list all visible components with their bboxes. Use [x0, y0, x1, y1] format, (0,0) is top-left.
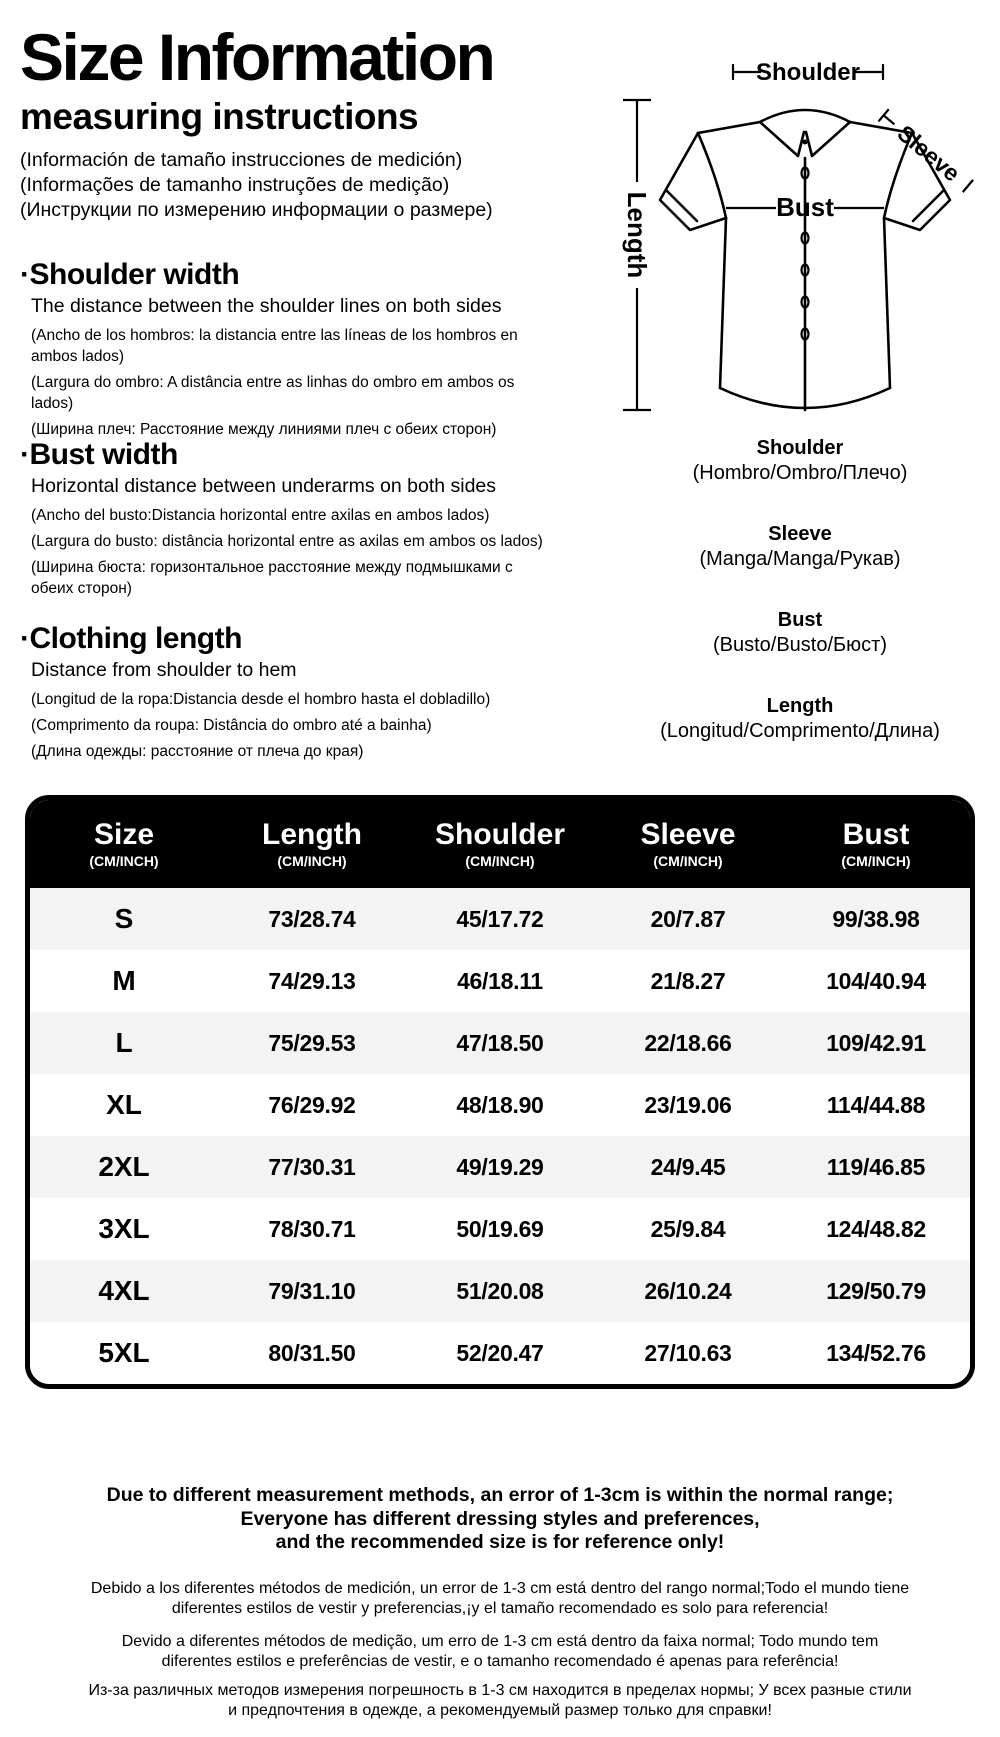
column-header-label: Sleeve [640, 817, 736, 851]
section-title [20, 622, 552, 657]
shirt-measurement-diagram [548, 30, 1000, 415]
section-description: Distance from shoulder to hem [31, 658, 297, 681]
subtitle-translation-ru: (Инструкции по измерению информации о размере) [20, 199, 493, 222]
length-measure-label: Length [622, 191, 652, 279]
cell-shoulder: 50/19.69 [456, 1215, 544, 1242]
cell-bust: 99/38.98 [832, 905, 920, 932]
cell-shoulder: 47/18.50 [456, 1029, 544, 1056]
table-row [30, 950, 970, 1012]
size-table-header [30, 800, 970, 888]
table-row [30, 1198, 970, 1260]
cell-shoulder: 46/18.11 [457, 967, 543, 994]
legend-translation: (Busto/Busto/Бюст) [712, 634, 887, 656]
cell-sleeve: 22/18.66 [644, 1029, 732, 1056]
column-header-length [218, 819, 406, 870]
column-header-label: Length [262, 817, 362, 851]
cell-size: S [114, 903, 134, 934]
table-row [30, 1322, 970, 1384]
legend-translation: (Manga/Manga/Рукав) [699, 548, 901, 570]
diagram-legend [600, 436, 1000, 780]
cell-sleeve: 20/7.87 [650, 905, 726, 932]
cell-shoulder: 45/17.72 [456, 905, 544, 932]
cell-bust: 134/52.76 [826, 1339, 926, 1366]
section-shoulder-width [20, 258, 552, 445]
page-title: Size Information [20, 20, 494, 94]
disclaimer-es-line2: diferentes estilos de vestir y preferencias,¡y el tamaño recomendado es solo para referencia! [171, 1599, 829, 1617]
page-subtitle: measuring instructions [20, 96, 419, 138]
cell-bust: 129/50.79 [826, 1277, 926, 1304]
cell-sleeve: 27/10.63 [644, 1339, 732, 1366]
cell-bust: 114/44.88 [826, 1091, 926, 1118]
section-translation-es: (Ancho de los hombros: la distancia entre las líneas de los hombros en ambos lados) [31, 326, 518, 365]
cell-bust: 104/40.94 [826, 967, 926, 994]
legend-term: Sleeve [768, 523, 832, 545]
cell-shoulder: 49/19.29 [456, 1153, 544, 1180]
cell-size: L [115, 1027, 133, 1058]
section-translation-ru: (Ширина плеч: Расстояние между линиями плеч с обеих сторон) [31, 420, 497, 438]
disclaimer-en-line1: Due to different measurement methods, an error of 1-3cm is within the normal range; [106, 1484, 894, 1506]
column-header-label: Bust [842, 817, 910, 851]
section-bust-width [20, 438, 552, 604]
legend-translation: (Longitud/Comprimento/Длина) [660, 720, 940, 742]
cell-bust: 119/46.85 [826, 1153, 926, 1180]
cell-sleeve: 25/9.84 [650, 1215, 726, 1242]
size-table [25, 795, 975, 1389]
cell-size: XL [106, 1089, 142, 1120]
column-header-size [30, 819, 218, 870]
cell-length: 79/31.10 [268, 1277, 356, 1304]
table-row [30, 1012, 970, 1074]
section-title [20, 438, 552, 473]
section-description: The distance between the shoulder lines on both sides [31, 294, 502, 317]
column-unit-note: (CM/INCH) [653, 853, 723, 870]
bullet: · [20, 438, 30, 471]
size-table-body [30, 888, 970, 1384]
legend-item-shoulder [600, 436, 1000, 486]
sleeve-measure [875, 105, 976, 196]
bust-measure [726, 192, 884, 222]
disclaimer-pt-line2: diferentes estilos e preferências de vestir, e o tamanho recomendado é apenas para referência! [161, 1652, 839, 1670]
cell-size: 5XL [98, 1337, 150, 1368]
section-translation-es: (Longitud de la ropa:Distancia desde el hombro hasta el dobladillo) [31, 690, 491, 708]
length-measure [622, 100, 652, 410]
cell-length: 76/29.92 [268, 1091, 356, 1118]
shoulder-measure [733, 59, 883, 86]
legend-item-sleeve [600, 522, 1000, 572]
section-title-text: Bust width [29, 438, 178, 471]
cell-length: 77/30.31 [268, 1153, 356, 1180]
cell-length: 75/29.53 [268, 1029, 356, 1056]
bullet: · [20, 622, 30, 655]
section-translation-pt: (Comprimento da roupa: Distância do ombro até a bainha) [31, 716, 432, 734]
cell-sleeve: 21/8.27 [650, 967, 726, 994]
column-unit-note: (CM/INCH) [277, 853, 347, 870]
cell-length: 73/28.74 [268, 905, 356, 932]
disclaimer-pt [20, 1632, 980, 1672]
disclaimer-ru-line2: и предпочтения в одежде, а рекомендуемый размер только для справки! [228, 1701, 772, 1719]
shoulder-measure-label: Shoulder [755, 59, 861, 86]
column-header-label: Size [93, 817, 155, 851]
column-unit-note: (CM/INCH) [841, 853, 911, 870]
legend-term: Length [766, 695, 834, 717]
disclaimer [20, 1484, 980, 1721]
column-header-sleeve [594, 819, 782, 870]
disclaimer-en-line2: Everyone has different dressing styles and preferences, [240, 1507, 760, 1530]
column-header-shoulder [406, 819, 594, 870]
cell-shoulder: 52/20.47 [456, 1339, 544, 1366]
bust-measure-label: Bust [776, 192, 834, 222]
section-title [20, 258, 552, 293]
subtitle-translation-es: (Información de tamaño instrucciones de medición) [20, 149, 463, 172]
sleeve-measure-label: Sleeve [892, 119, 966, 187]
column-unit-note: (CM/INCH) [89, 853, 159, 870]
cell-length: 80/31.50 [268, 1339, 356, 1366]
table-row [30, 1136, 970, 1198]
disclaimer-en-line3: and the recommended size is for reference only! [275, 1531, 725, 1553]
column-header-bust [782, 819, 970, 870]
section-translation-pt: (Largura do busto: distância horizontal entre as axilas em ambos os lados) [31, 532, 543, 550]
cell-bust: 124/48.82 [826, 1215, 926, 1242]
disclaimer-es [20, 1579, 980, 1619]
cell-sleeve: 26/10.24 [644, 1277, 732, 1304]
shirt-outline [660, 110, 950, 410]
section-translation-es: (Ancho del busto:Distancia horizontal entre axilas en ambos lados) [31, 506, 490, 524]
legend-item-bust [600, 608, 1000, 658]
legend-term: Shoulder [756, 437, 844, 459]
section-title-text: Clothing length [29, 622, 242, 655]
cell-size: 2XL [98, 1151, 150, 1182]
disclaimer-ru [20, 1681, 980, 1721]
table-row [30, 1260, 970, 1322]
section-description: Horizontal distance between underarms on both sides [31, 474, 497, 497]
cell-sleeve: 24/9.45 [650, 1153, 726, 1180]
header [20, 20, 560, 223]
section-translation-pt: (Largura do ombro: A distância entre as linhas do ombro em ambos os lados) [31, 373, 515, 412]
section-translation-ru: (Длина одежды: расстояние от плеча до края) [31, 742, 364, 760]
disclaimer-pt-line1: Devido a diferentes métodos de medição, um erro de 1-3 cm está dentro da faixa normal; Todo mundo tem [121, 1632, 879, 1650]
cell-sleeve: 23/19.06 [644, 1091, 732, 1118]
section-title-text: Shoulder width [29, 258, 240, 291]
disclaimer-es-line1: Debido a los diferentes métodos de medición, un error de 1-3 cm está dentro del rango normal;Todo el mundo tiene [90, 1579, 910, 1597]
cell-size: 4XL [98, 1275, 150, 1306]
section-translation-ru: (Ширина бюста: горизонтальное расстояние между подмышками с обеих сторон) [31, 558, 513, 597]
column-header-label: Shoulder [434, 817, 565, 851]
legend-term: Bust [777, 609, 823, 631]
cell-size: M [112, 965, 136, 996]
subtitle-translation-pt: (Informações de tamanho instruções de medição) [20, 174, 450, 197]
column-unit-note: (CM/INCH) [465, 853, 535, 870]
cell-bust: 109/42.91 [826, 1029, 926, 1056]
cell-length: 74/29.13 [268, 967, 356, 994]
section-clothing-length [20, 622, 552, 767]
table-row [30, 888, 970, 950]
cell-shoulder: 48/18.90 [456, 1091, 544, 1118]
table-row [30, 1074, 970, 1136]
disclaimer-ru-line1: Из-за различных методов измерения погрешность в 1-3 см находится в пределах нормы; У всех разные стили [88, 1681, 912, 1699]
cell-shoulder: 51/20.08 [456, 1277, 544, 1304]
legend-translation: (Hombro/Ombro/Плечо) [692, 462, 908, 484]
legend-item-length [600, 694, 1000, 744]
cell-size: 3XL [98, 1213, 150, 1244]
cell-length: 78/30.71 [268, 1215, 356, 1242]
bullet: · [20, 258, 30, 291]
